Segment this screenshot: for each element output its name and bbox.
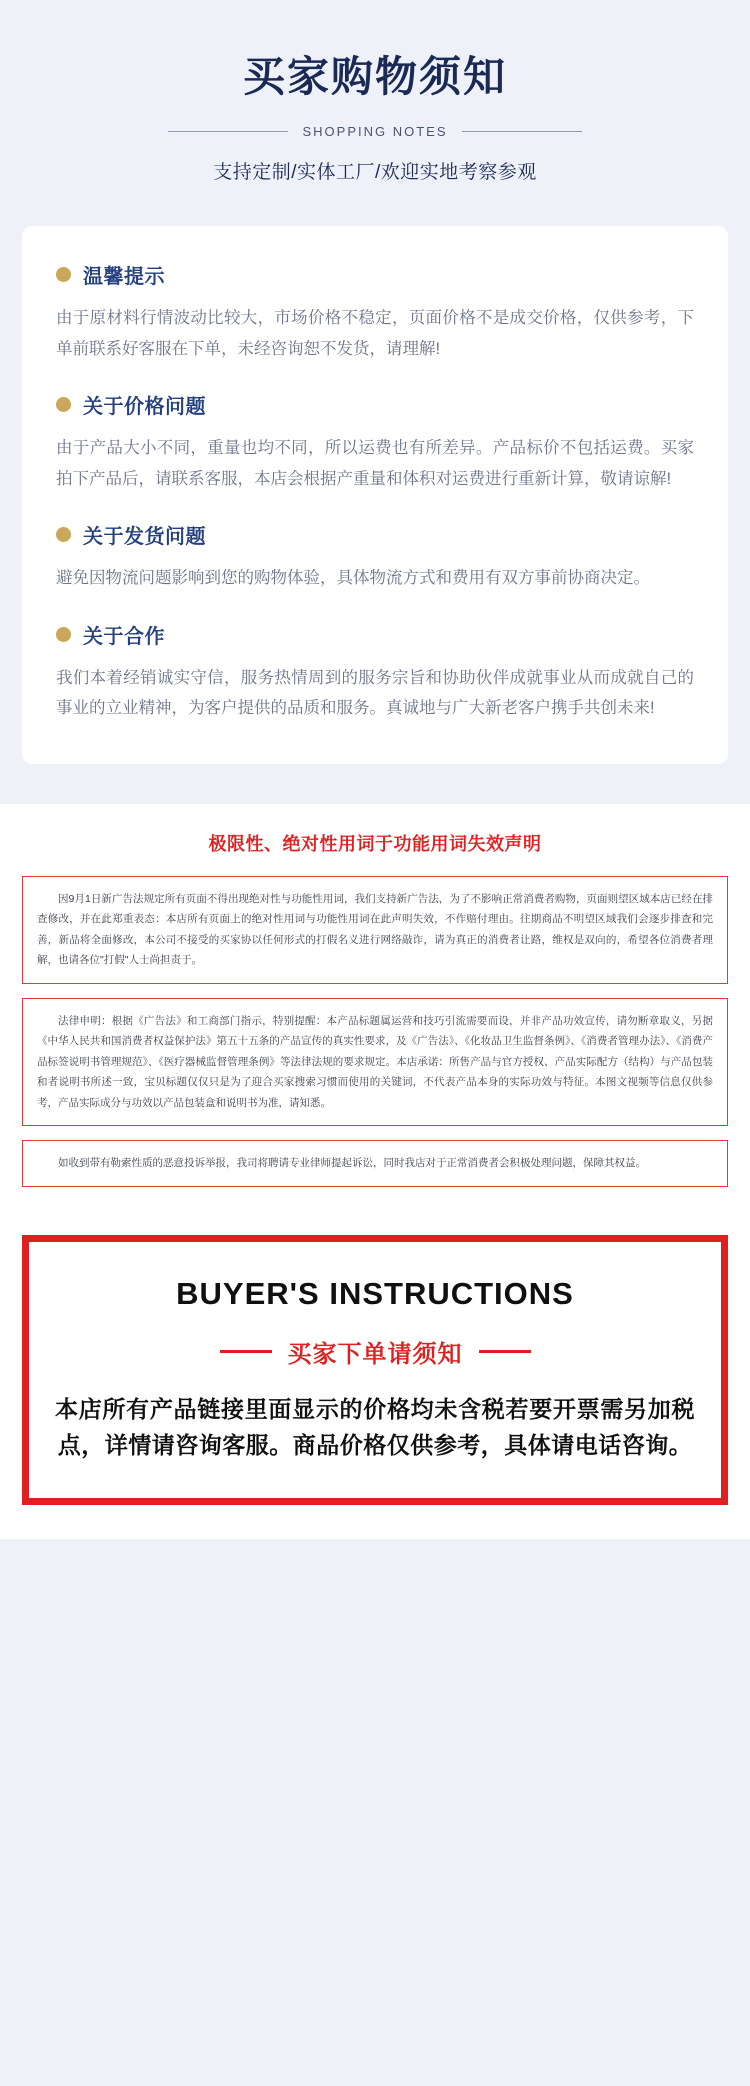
notes-card (22, 226, 728, 764)
note-title: 关于合作 (83, 625, 165, 648)
divider-right (462, 131, 582, 132)
bullet-dot-icon (56, 527, 71, 542)
disclaimer-box-3 (22, 1140, 728, 1186)
disclaimer-text: 如收到带有勒索性质的恶意投诉举报，我司将聘请专业律师提起诉讼，同时我店对于正常消费者会积极处理问题，保障其权益。 (58, 1157, 646, 1170)
note-head (56, 390, 694, 419)
disclaimer-box-2 (22, 998, 728, 1126)
note-block-price (56, 390, 694, 494)
disclaimer-text: 法律申明：根据《广告法》和工商部门指示，特别提醒：本产品标题属运营和技巧引流需要而设，并非产品功效宣传，请勿断章取义，另据《中华人民共和国消费者权益保护法》第五十五条的产品宣传的真实性要求，及《广告法》、《化妆品卫生监督条例》、《消费者管理办法》、《消费产品标签说明书管理规范》、《医疗器械监督管理条例》等法律法规的要求规定。本店承诺：所售产品与官方授权、产品实际配方（结构）与产品包装和者说明书所述一致，宝贝标题仅仅只是为了迎合买家搜索习惯而使用的关键词，不代表产品本身的实际功效与特征。本图文视频等信息仅供参考，产品实际成分与功效以产品包装盒和说明书为准，请知悉。 (37, 1014, 713, 1109)
divider-left (168, 131, 288, 132)
note-title: 关于发货问题 (83, 526, 206, 549)
note-body: 我们本着经销诚实守信，服务热情周到的服务宗旨和协助伙伴成就事业从而成就自己的事业的立业精神，为客户提供的品质和服务。真诚地与广大新老客户携手共创未来! (56, 668, 694, 718)
note-head (56, 260, 694, 289)
note-body: 由于产品大小不同，重量也均不同，所以运费也有所差异。产品标价不包括运费。买家拍下产品后，请联系客服，本店会根据产重量和体积对运费进行重新计算，敬请谅解! (56, 439, 694, 488)
note-body: 由于原材料行情波动比较大，市场价格不稳定，页面价格不是成交价格，仅供参考，下单前联系好客服在下单，未经咨询恕不发货，请理解! (56, 309, 694, 358)
page-header (0, 0, 750, 184)
note-block-cooperation (56, 620, 694, 724)
header-description: 支持定制/实体工厂/欢迎实地考察参观 (213, 162, 537, 184)
bullet-dot-icon (56, 397, 71, 412)
subtitle-row (0, 124, 750, 139)
disclaimer-section (0, 804, 750, 1217)
disclaimer-text: 因9月1日新广告法规定所有页面不得出现绝对性与功能性用词，我们支持新广告法，为了不影响正常消费者购物，页面则望区域本店已经在排查修改，并在此郑重表态：本店所有页面上的绝对性用词与功能性用词在此声明失效，不作赔付理由。往期商品不明望区域我们会逐步排查和完善，新品将全面修改，本公司不接受的买家协以任何形式的打假名义进行网络敲诈，请为真正的消费者让路，维权是双向的，希望各位消费者理解，也请各位"打假"人士尚担责于。 (37, 893, 713, 967)
bullet-dot-icon (56, 627, 71, 642)
subtitle-en: SHOPPING NOTES (302, 124, 448, 140)
note-head (56, 520, 694, 549)
buyer-instructions-section (0, 1217, 750, 1540)
note-body: 避免因物流问题影响到您的购物体验，具体物流方式和费用有双方事前协商决定。 (56, 569, 650, 588)
page-title: 买家购物须知 (242, 53, 507, 100)
note-title: 关于价格问题 (83, 396, 206, 419)
note-block-tips (56, 260, 694, 364)
buyer-title-cn-row (55, 1334, 695, 1369)
buyer-instructions-box (22, 1235, 728, 1506)
buyer-description: 本店所有产品链接里面显示的价格均未含税若要开票需另加税点，详情请咨询客服。商品价格仅供参考，具体请电话咨询。 (55, 1395, 695, 1459)
divider-left (220, 1350, 272, 1353)
note-block-shipping (56, 520, 694, 594)
note-head (56, 620, 694, 649)
bullet-dot-icon (56, 267, 71, 282)
note-title: 温馨提示 (83, 266, 165, 289)
disclaimer-title: 极限性、绝对性用词于功能用词失效声明 (208, 834, 542, 854)
disclaimer-box-1 (22, 876, 728, 984)
buyer-title-en: BUYER'S INSTRUCTIONS (176, 1275, 574, 1311)
divider-right (479, 1350, 531, 1353)
buyer-title-cn: 买家下单请须知 (287, 1340, 463, 1368)
